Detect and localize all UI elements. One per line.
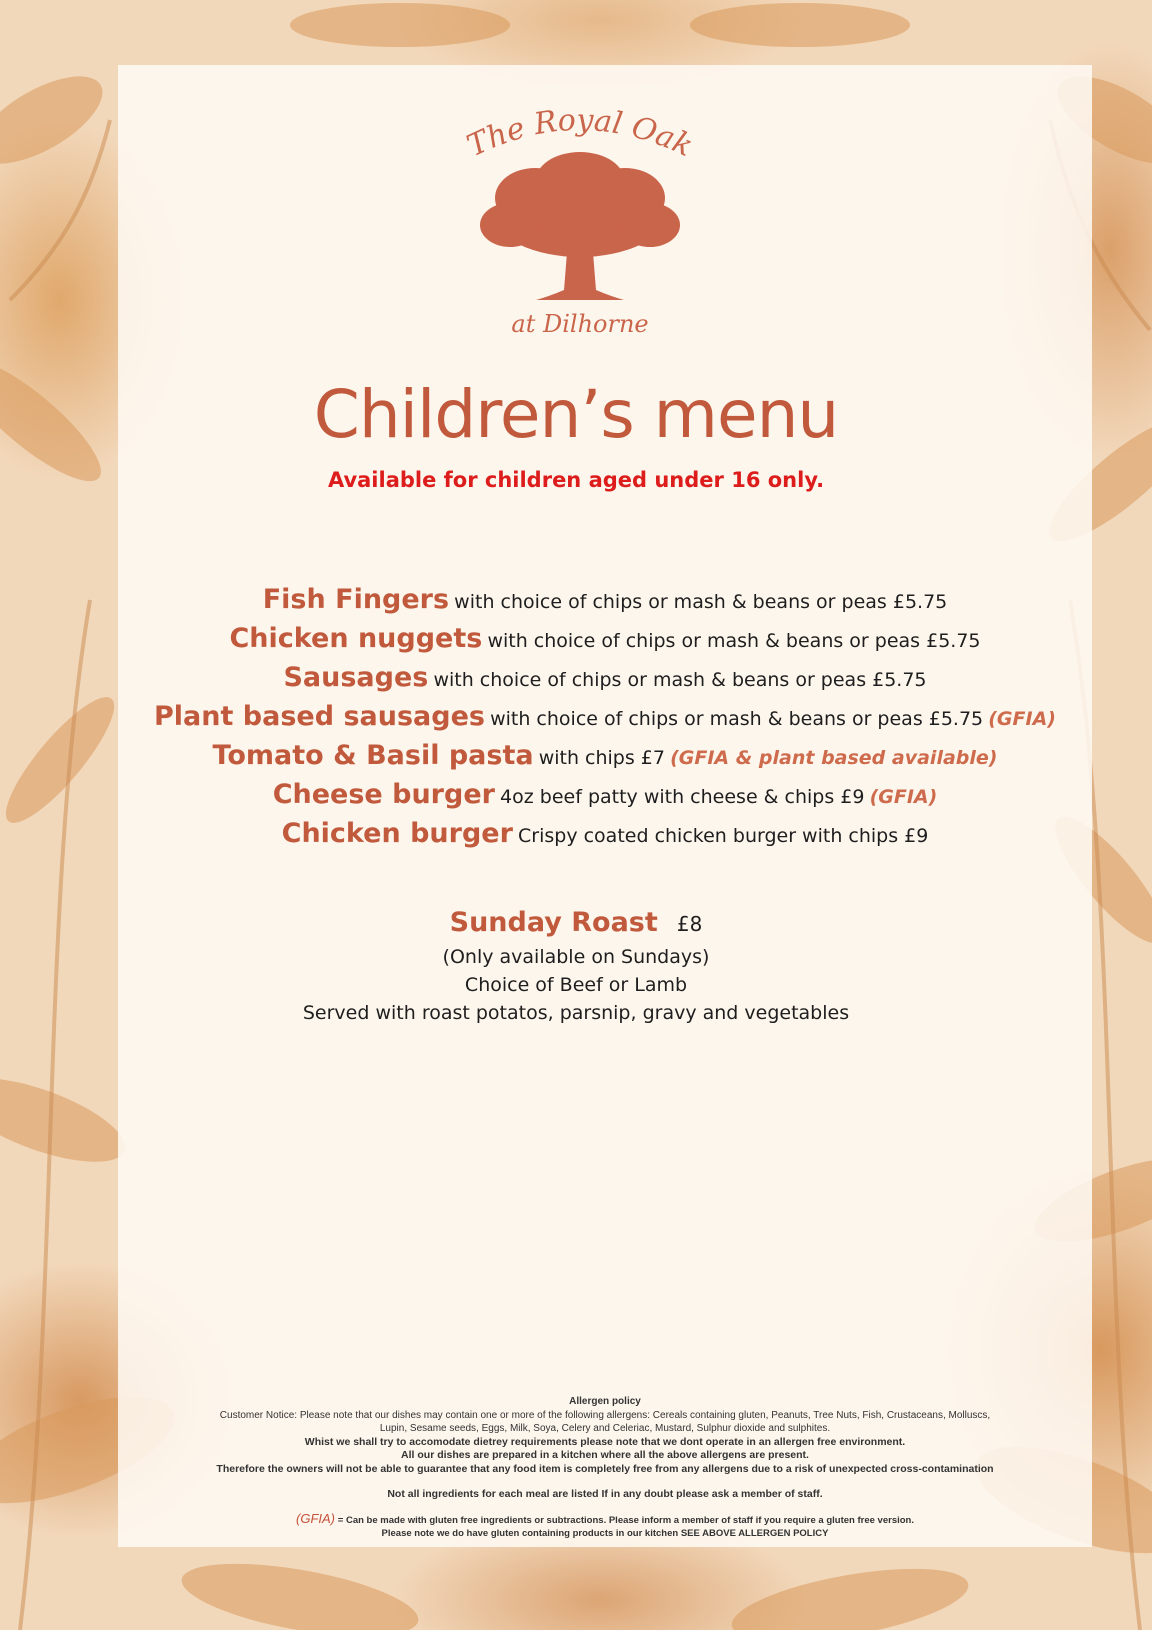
menu-item-dietary-note: (GFIA): [988, 708, 1056, 730]
menu-item: [118, 736, 1092, 775]
menu-item-desc: with chips £7: [538, 747, 665, 769]
allergen-notice: Lupin, Sesame seeds, Eggs, Milk, Soya, Celery and Celeriac, Mustard, Sulphur dioxide and sulphites.: [379, 1423, 831, 1434]
allergen-heading: Allergen policy: [569, 1396, 641, 1407]
oak-tree-icon: [480, 152, 680, 300]
roast-price: £8: [676, 912, 703, 936]
menu-item-desc: with choice of chips or mash & beans or peas £5.75: [433, 669, 927, 691]
menu-item-desc: with choice of chips or mash & beans or peas £5.75: [454, 591, 948, 613]
page-title: Children’s menu: [313, 376, 839, 453]
menu-item-dietary-note: (GFIA): [869, 786, 938, 808]
menu-item-name: Chicken burger: [281, 818, 513, 849]
menu-item-name: Chicken nuggets: [229, 623, 483, 654]
menu-item-desc: Crispy coated chicken burger with chips £9: [518, 825, 929, 847]
logo-name-bottom: at Dilhorne: [511, 310, 649, 338]
royal-oak-logo: [440, 100, 720, 350]
menu-item: [118, 775, 1092, 814]
sunday-roast-section: [0, 903, 1152, 1027]
menu-item-dietary-note: (GFIA & plant based available): [670, 747, 998, 769]
logo-name-top: The Royal Oak: [461, 102, 699, 165]
allergen-warning: Whist we shall try to accomodate dietrey requirements please note that we dont operate in an allergen free environment.: [304, 1435, 906, 1448]
allergen-policy: [118, 1395, 1092, 1541]
menu-item-desc: with choice of chips or mash & beans or peas £5.75: [490, 708, 984, 730]
menu-item: [118, 814, 1092, 853]
roast-detail: Served with roast potatos, parsnip, gravy and vegetables: [302, 1002, 850, 1024]
gfia-definition: = Can be made with gluten free ingredients or subtractions. Please inform a member of staff if you require a gluten free version.: [337, 1514, 914, 1526]
gluten-note: Please note we do have gluten containing products in our kitchen SEE ABOVE ALLERGEN POLICY: [381, 1528, 829, 1539]
menu-item: [118, 619, 1092, 658]
gfia-legend: [118, 1512, 1092, 1528]
menu-item-desc: 4oz beef patty with cheese & chips £9: [500, 786, 865, 808]
allergen-notice: Customer Notice: Please note that our dishes may contain one or more of the following allergens: Cereals containing gluten, Peanuts, Tree Nuts, Fish, Crustaceans, Molluscs,: [219, 1409, 991, 1421]
menu-item-name: Fish Fingers: [262, 584, 450, 615]
allergen-warning: All our dishes are prepared in a kitchen where all the above allergens are present.: [401, 1449, 809, 1461]
menu-item: [118, 658, 1092, 697]
roast-detail: (Only available on Sundays): [442, 946, 710, 968]
menu-item-name: Plant based sausages: [154, 701, 485, 732]
roast-detail: Choice of Beef or Lamb: [464, 974, 688, 996]
age-restriction-note: Available for children aged under 16 only.: [327, 468, 825, 492]
gfia-tag: (GFIA): [296, 1510, 335, 1526]
menu-item: [118, 697, 1092, 736]
ingredients-note: Not all ingredients for each meal are listed If in any doubt please ask a member of staff.: [387, 1488, 823, 1500]
menu-item: [118, 580, 1092, 619]
menu-items-list: [118, 580, 1092, 853]
menu-item-name: Cheese burger: [272, 779, 495, 810]
roast-name: Sunday Roast: [449, 907, 658, 938]
menu-item-name: Tomato & Basil pasta: [212, 740, 534, 771]
menu-item-name: Sausages: [283, 662, 429, 693]
menu-item-desc: with choice of chips or mash & beans or peas £5.75: [487, 630, 981, 652]
allergen-warning: Therefore the owners will not be able to guarantee that any food item is completely free from any allergens due to a risk of unexpected cross-contamination: [216, 1462, 994, 1475]
